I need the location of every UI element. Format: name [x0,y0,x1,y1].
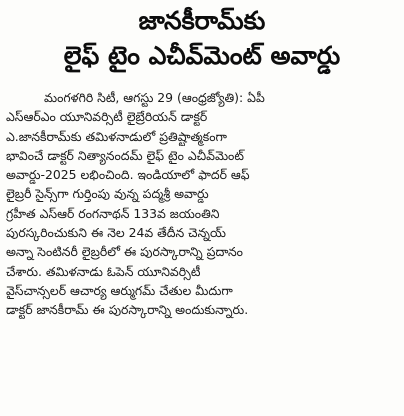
body-line: భావించే డాక్టర్ నిత్యానందమ్ లైఫ్ టైం ఎచీవ్‌మెంట్ [6,147,244,163]
body-line: వైస్‌చాన్సలర్ ఆచార్య ఆర్ముగమ్ చేతుల మీదుగా [6,282,233,298]
article-body [6,88,398,320]
body-line: పురస్కరించుకుని ఈ నెల 24వ తేదీన చెన్నయ్ [6,225,226,241]
body-line: లైబ్రరీ సైన్స్‌గా గుర్తింపు వున్న పద్మశ్రీ అవార్డు [6,186,209,202]
headline-line-2: లైఫ్ టైం ఎచీవ్‌మెంట్ అవార్డు [63,41,341,70]
body-line-dateline: మంగళగిరి సిటీ, ఆగస్టు 29 (ఆంధ్రజ్యోతి): ఏపీ [44,90,265,105]
body-line: ఎస్ఆర్ఎం యూనివర్సిటీ లైబ్రేరియన్ డాక్టర్ [6,109,208,125]
body-line: అవార్డు-2025 లభించింది. ఇండియాలో ఫాదర్ ఆఫ్ [6,167,250,183]
headline-line-1: జానకీరామ్‌కు [138,6,266,35]
body-line: చేశారు. తమిళనాడు ఓపెన్ యూనివర్సిటీ [6,263,201,279]
body-line: అన్నా సెంటినరీ లైబ్రరీలో ఈ పురస్కారాన్ని ప్రదానం [6,244,243,260]
body-line: గ్రహీత ఎస్ఆర్ రంగనాథన్ 133వ జయంతిని [6,205,220,221]
body-line: ఎ.జానకీరామ్‌కు తమిళనాడులో ప్రతిష్టాత్మకంగా [6,128,227,144]
body-line-last: డాక్టర్ జానకీరామ్ ఈ పురస్కారాన్ని అందుకున్నారు. [6,302,249,318]
